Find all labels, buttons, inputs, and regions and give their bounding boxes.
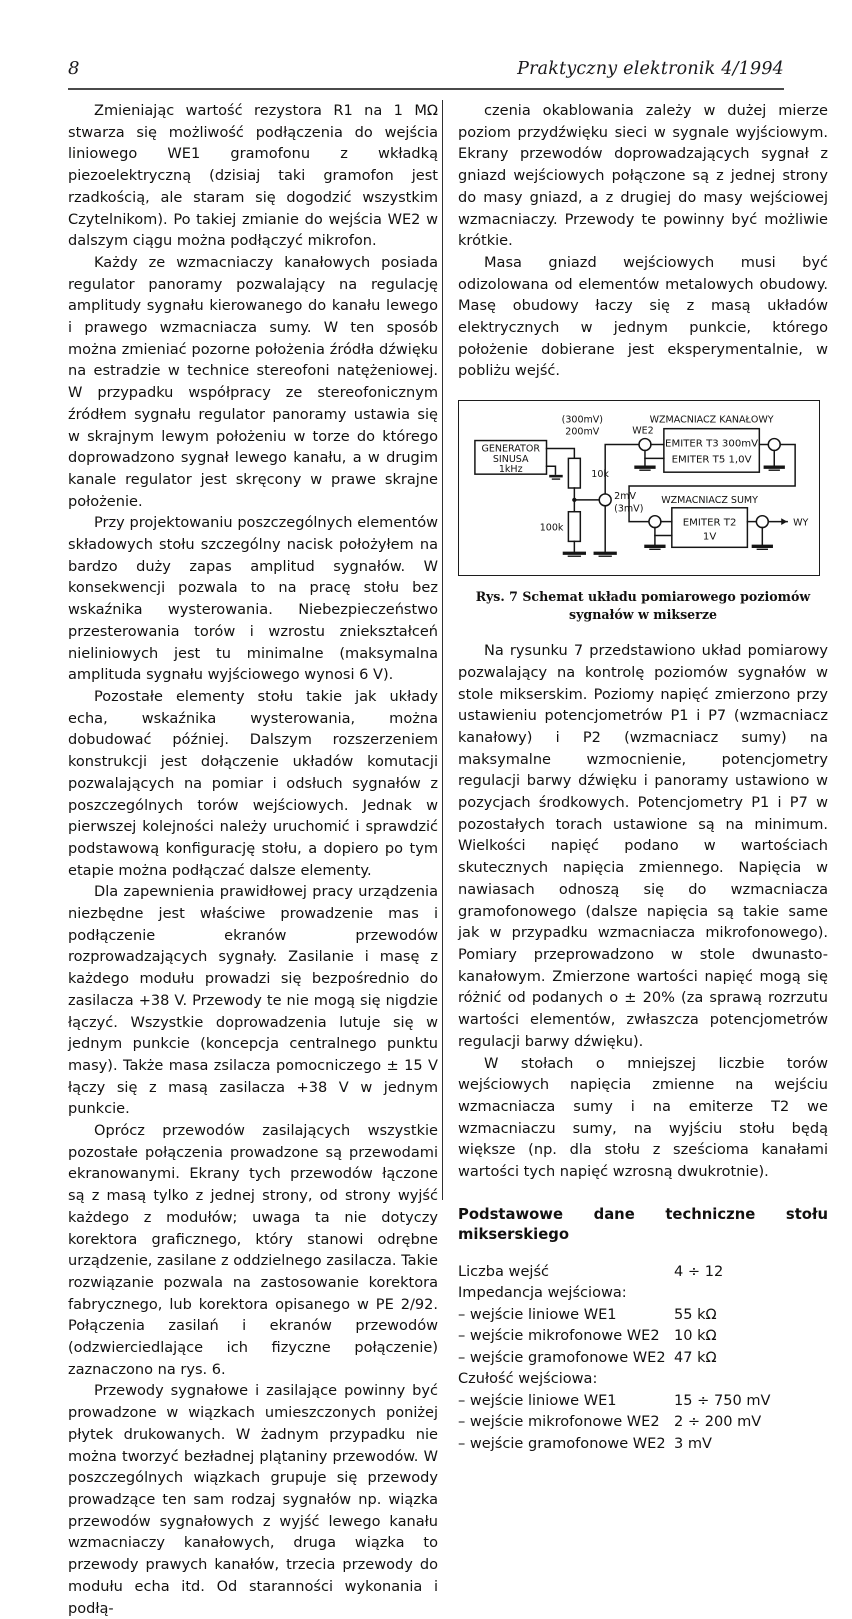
header-rule [68,88,784,90]
output-arrow-icon [781,518,787,525]
spec-label: – wejście liniowe WE1 [458,1391,617,1409]
column-divider [442,100,443,1200]
input-point-sum [649,516,661,528]
paragraph: Oprócz przewodów zasilających wszystkie pozostałe połączenia prowadzone są przewodami ekranowanymi. Ekrany tych przewodów łączone są z masą tylko z jednej strony, od strony wyjść każdego z modułów; uwaga ta nie dotyczy korektora graficznego, który stanowi odrębne urządzenie, zasilane z oddzielnego zasilacza. Takie rozwiązanie pozwala na zastosowanie korektora fabrycznego, lub korektora opisanego w PE 2/92. Połączenia zasilań i ekranów przewodów (odzwierciedlające ich fizyczne połączenie) zaznaczono na rys. 6. [68,1122,438,1378]
sum-amp-line2: 1V [702,531,717,543]
spec-label: – wejście gramofonowe WE2 [458,1434,666,1452]
resistor-10k [568,458,580,488]
channel-amplifier-block [664,429,759,473]
page-number: 8 [68,58,80,79]
right-text-column [458,100,828,1454]
paragraph: W stołach o mniejszej liczbie torów wejściowych napięcia zmienne na wejściu wzmacniacza sumy i na emiterze T2 we wzmacniaczu sumy, na wyjściu stołu będą większe (np. dla stołu z sześcioma kanałami wartości tych napięć wzrosną dwukrotnie). [458,1054,828,1181]
we2-label: WE2 [632,425,654,437]
figure-rys-7 [458,400,828,624]
table-row [458,1282,828,1304]
table-row [458,1411,828,1433]
generator-label-line3: 1kHz [498,464,523,476]
spec-label: Impedancja wejściowa: [458,1284,627,1302]
spec-label: – wejście mikrofonowe WE2 [458,1413,660,1431]
paragraph: Na rysunku 7 przedstawiono układ pomiarowy pozwalający na kontrolę poziomów sygnałów w stole mikserskim. Poziomy napięć zmierzono przy ustawieniu potencjometrów P1 i P7 (wzmacniacz kanałowy) i P2 (wzmacniacz sumy) na maksymalne wzmocnienie, potencjometry regulacji barwy dźwięku i panoramy ustawiono w pozycjach środkowych. Potencjometry P1 i P7 w pozostałych torach ustawione są na minimum. Wielkości napięć podano w wartościach skutecznych napięcia zmiennego. Napięcia w nawiasach odnoszą się do wzmacniacza gramofonowego (dalsze napięcia są takie same jak w przypadku wzmacniacza mikrofonowego). Pomiary przeprowadzono w stole dwunasto-kanałowym. Zmierzone wartości napięć mogą się różnić od podanych o ± 20% (za sprawą rozrzutu wartości elementów, zwłaszcza potencjometrów regulacji barwy dźwięku). [458,642,828,1050]
voltage-2mv: 2mV [614,491,637,503]
resistor-100k [568,512,580,542]
paragraph: Przy projektowaniu poszczególnych elementów składowych stołu szczególny nacisk położyłem na bardzo duży zapas amplitud sygnałów. W konsekwencji pozwala to na pracę stołu bez wskaźnika wysterowania. Niebezpieczeństwo przesterowania torów i wzrostu zniekształceń nieliniowych jest tu minimalne (maksymalna amplituda sygnału wyjściowego wynosi 6 V). [68,514,438,684]
paragraph: Zmieniając wartość rezystora R1 na 1 MΩ stwarza się możliwość podłączenia do wejścia liniowego WE1 gramofonu z wkładką piezoelektryczną (dzisiaj taki gramofon jest rzadkością, ale staram się dogodzić wszystkim Czytelnikom). Po takiej zmianie do wejścia WE2 w dalszym ciągu można podłączyć mikrofon. [68,102,438,250]
table-row [458,1433,828,1455]
publication-title: Praktyczny elektronik 4/1994 [517,59,784,79]
generator-label-line1: GENERATOR [481,443,540,455]
table-row [458,1390,828,1412]
spec-value: 55 kΩ [674,1305,717,1323]
channel-amp-title: WZMACNIACZ KANAŁOWY [649,414,774,426]
voltage-200mv: 200mV [565,426,600,438]
figure-frame [458,400,820,576]
table-row [458,1347,828,1369]
table-row [458,1261,828,1283]
paragraph: Dla zapewnienia prawidłowej pracy urządzenia niezbędne jest właściwe prowadzenie mas i podłączenie ekranów przewodów rozprowadzających sygnały. Zasilanie i masę z każdego modułu prowadzi się bezpośrednio do zasilacza +38 V. Przewody te nie mogą się nigdzie łączyć. Wszystkie doprowadzenia lutuje się w jednym punkcie (koncepcja centralnego punktu masy). Także masa zsilacza pomocniczego ± 15 V łączy się z masą zasilacza +38 V w jednym punkcie. [68,883,438,1118]
figure-caption-line2: sygnałów w mikserze [569,607,717,623]
spec-value: 15 ÷ 750 mV [674,1391,771,1409]
measurement-schematic [459,401,819,575]
spec-value: 2 ÷ 200 mV [674,1413,762,1431]
paragraph: czenia okablowania zależy w dużej mierze poziom przydźwięku sieci w sygnale wyjściowym. Ekrany przewodów doprowadzających sygnał z gniazd wejściowych połączone są z jednej strony do masy gniazd, a z drugiej do masy wejściowej wzmacniaczy. Przewody te powinny być możliwie krótkie. [458,102,828,250]
table-row [458,1325,828,1347]
spec-value: 3 mV [674,1434,713,1452]
paragraph: Każdy ze wzmacniaczy kanałowych posiada regulator panoramy pozwalający na regulację amplitudy sygnału kierowanego do kanału lewego i prawego wzmacniacza sumy. W ten sposób można zmieniać pozorne położenia źródła dźwięku na estradzie w technice stereofoni natężeniowej. W przypadku współpracy ze stereofonicznym źródłem sygnału regulator panoramy ustawia się w skrajnym lewym położeniu w torze do którego doprowadzono sygnał lewego kanału, a w drugim kanale regulator jest skręcony w prawe skrajne położenie. [68,253,438,510]
voltage-3mv-paren: (3mV) [614,503,644,515]
resistor-100k-label: 100k [539,522,564,534]
sum-amp-title: WZMACNIACZ SUMY [661,494,758,506]
output-point-sum [756,516,768,528]
spec-value [674,1368,828,1390]
input-point-we2 [639,439,651,451]
resistor-10k-label: 10k [591,469,609,481]
paragraph: Pozostałe elementy stołu takie jak układy echa, wskaźnika wysterowania, można dobudować później. Dalszym rozszerzeniem konstrukcji jest dołączenie układów komutacji pozwalających na pomiar i odsłuch sygnałów z poszczególnych torów wejściowych. Jednak w pierwszej kolejności należy uruchomić i sprawdzić podstawową konfigurację stołu, a dopiero po tym etapie można podłączać dalsze elementy. [68,687,438,879]
table-row [458,1304,828,1326]
spec-label: – wejście mikrofonowe WE2 [458,1327,660,1345]
spec-label: Czułość wejściowa: [458,1370,598,1388]
figure-caption [458,588,828,624]
specs-table [458,1261,828,1455]
output-label-wy: WY [793,517,809,529]
spec-label: – wejście liniowe WE1 [458,1305,617,1323]
left-text-column [68,100,438,1619]
spec-value: 4 ÷ 12 [674,1262,724,1280]
paragraph: Masa gniazd wejściowych musi być odizolowana od elementów metalowych obudowy. Masę obudowy łaczy się z masą układów elektrycznych w jednym punkcie, którego położenie dobierane jest eksperymentalnie, w pobliżu wejść. [458,253,828,380]
table-row [458,1368,828,1390]
channel-amp-line1: EMITER T3 300mV [665,438,759,450]
figure-caption-line1: Rys. 7 Schemat układu pomiarowego poziomów [475,589,811,605]
spec-value: 47 kΩ [674,1348,717,1366]
spec-value: 10 kΩ [674,1327,717,1345]
test-point-2mv [599,494,611,506]
voltage-300mv-paren: (300mV) [561,414,604,426]
spec-label: – wejście gramofonowe WE2 [458,1348,666,1366]
output-point-channel [768,439,780,451]
spec-label: Liczba wejść [458,1262,550,1280]
channel-amp-line2: EMITER T5 1,0V [671,454,752,466]
sum-amp-line1: EMITER T2 [682,517,737,529]
generator-label-line2: SINUSA [492,453,529,465]
specs-heading: Podstawowe dane techniczne stołu mikserskiego [458,1205,828,1243]
spec-value [674,1282,828,1304]
paragraph: Przewody sygnałowe i zasilające powinny być prowadzone w wiązkach umieszczonych poniżej płytek drukowanych. W żadnym przypadku nie można tworzyć bezładnej plątaniny przewodów. W poszczególnych wiązkach grupuje się przewody prowadzące ten sam rodzaj sygnałów np. wiązka przewodów sygnałowych z wyjść lewego kanału wzmacniaczy kanałowych, druga wiązka to przewody prawych kanałów, trzecia przewody do modułu echa itd. Od staranności wykonania i podłą- [68,1382,438,1617]
running-head [68,58,784,88]
